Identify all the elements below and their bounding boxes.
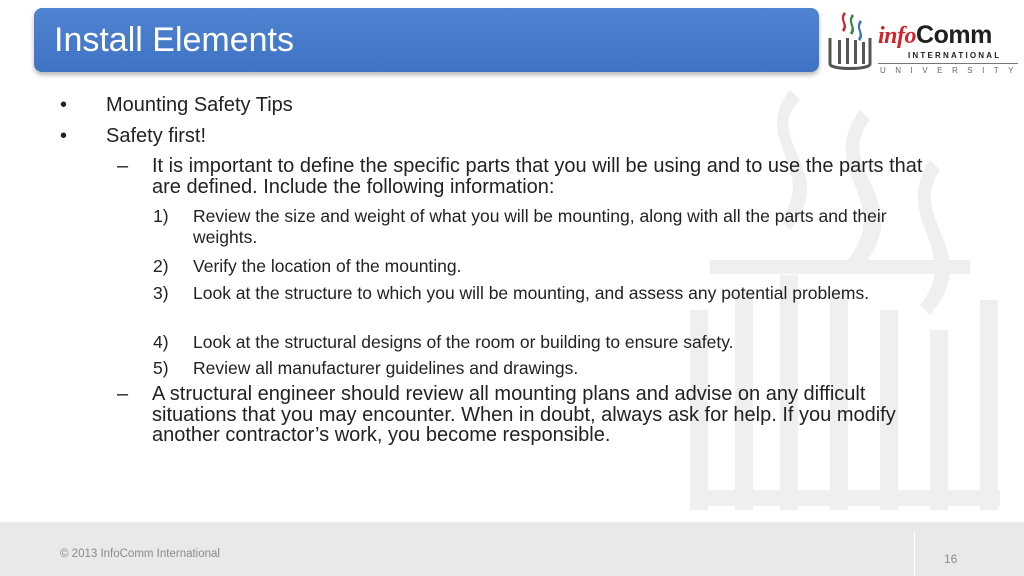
bullet-text: Safety first! (106, 125, 207, 147)
item-number: 3) (153, 283, 169, 303)
bullet-symbol: • (60, 94, 68, 116)
numbered-text: Look at the structural designs of the room or building to ensure safety. (193, 332, 734, 352)
logo-university-text: UNIVERSITY (880, 66, 1024, 75)
numbered-text: Look at the structure to which you will be mounting, and assess any potential problems. (193, 283, 870, 303)
numbered-text: Review all manufacturer guidelines and drawings. (193, 358, 579, 378)
slide-footer (0, 522, 1024, 576)
sub-bullet-text: A structural engineer should review all mounting plans and advise on any difficult situations that you may encounter. When in doubt, always ask for help. If you modify another contractor’s work, you become responsible. (152, 383, 896, 446)
item-number: 5) (153, 358, 169, 378)
sub-bullet-text: It is important to define the specific parts that you will be using and to use the parts that are defined. Include the following information: (152, 155, 923, 198)
numbered-text: Review the size and weight of what you will be mounting, along with all the parts and their weights. (193, 206, 887, 247)
copyright-text: © 2013 InfoComm International (60, 548, 220, 560)
logo-info-text: info (878, 23, 917, 49)
slide-title: Install Elements (54, 21, 294, 59)
item-number: 4) (153, 332, 169, 352)
numbered-text: Verify the location of the mounting. (193, 256, 462, 276)
bullet-symbol: • (60, 125, 68, 147)
footer-divider (914, 532, 915, 576)
dash-symbol: – (117, 383, 129, 405)
bullet-text: Mounting Safety Tips (106, 94, 293, 116)
dash-symbol: – (117, 155, 129, 177)
item-number: 2) (153, 256, 169, 276)
item-number: 1) (153, 206, 169, 226)
logo-international-text: INTERNATIONAL (908, 51, 1002, 60)
logo-comm-text: Comm (916, 21, 992, 49)
page-number: 16 (944, 552, 958, 566)
